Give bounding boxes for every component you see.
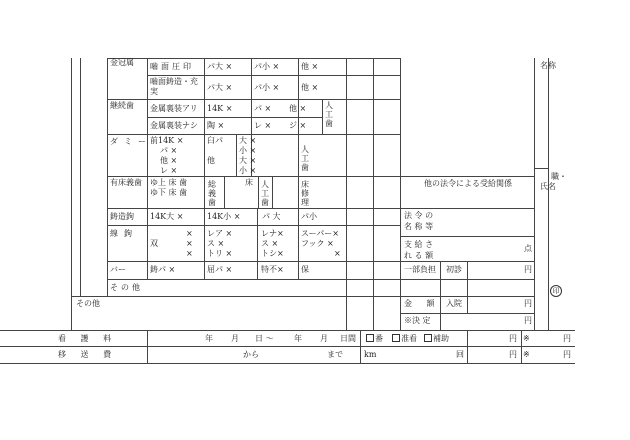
- keizoku-label: 継続歯: [110, 101, 134, 110]
- rule: [80, 58, 81, 296]
- kango-tsuki: 月: [231, 334, 239, 343]
- rule: [107, 99, 400, 100]
- yusho-shuri: 床修理: [301, 180, 309, 207]
- kinzoku-r1-a: パ大 ×: [207, 62, 233, 71]
- rule: [107, 134, 400, 135]
- kango-opt2-label: 准看: [401, 334, 417, 343]
- kango-yen: 円: [509, 334, 517, 343]
- rule: [71, 296, 534, 297]
- dummy-c3-2: 大 ×: [239, 156, 257, 165]
- chuzo-d: パ小: [301, 212, 317, 221]
- kango-nen: 年: [205, 334, 213, 343]
- rule: [346, 58, 347, 330]
- senko-c3-0: レナ×: [261, 229, 284, 238]
- rule: [258, 176, 259, 208]
- rule: [360, 330, 361, 363]
- rule: [107, 208, 534, 209]
- kango-nen2: 年: [294, 334, 302, 343]
- kango-tsuki2: 月: [320, 334, 328, 343]
- senko-c4-2: ×: [334, 249, 341, 258]
- rule: [147, 75, 400, 76]
- rule: [467, 330, 468, 363]
- rule: [107, 279, 534, 280]
- rule: [107, 261, 534, 262]
- keizoku-r1-b: パ ×: [254, 104, 272, 113]
- bar-c: 特不×: [261, 265, 284, 274]
- isou-kara: から: [243, 350, 259, 359]
- dummy-c3-3: 小 ×: [239, 166, 257, 175]
- kango-label: 看 護 料: [58, 334, 118, 343]
- isou-mark: ※: [523, 350, 530, 359]
- seal-mark: 印: [550, 285, 562, 297]
- rule: [534, 58, 535, 330]
- kango-opt3[interactable]: [424, 334, 449, 344]
- senko-c2-2: トリ ×: [207, 249, 233, 258]
- shoku-b: 氏名: [540, 182, 556, 191]
- kinzoku-r2-label-b: 実: [150, 87, 158, 96]
- isou-kai: 回: [456, 350, 464, 359]
- bar-d: 保: [301, 265, 309, 274]
- checkbox[interactable]: [392, 334, 400, 342]
- yusho-l2: ゆ下 床 歯: [150, 188, 188, 197]
- keizoku-r1-label: 金属裏装アリ: [150, 104, 198, 113]
- sonota-inner: その他: [110, 283, 143, 292]
- senko-label: 線鉤: [110, 229, 138, 238]
- yen-1: 円: [524, 265, 532, 274]
- chuzo-c: パ 大: [262, 212, 281, 221]
- chuzo-b: 14K小 ×: [207, 212, 241, 221]
- senko-c3-1: ス ×: [261, 239, 279, 248]
- chuzo-a: 14K大 ×: [150, 212, 184, 221]
- yen-3: 円: [524, 316, 532, 325]
- rule: [257, 208, 258, 279]
- kinzoku-r1-c: 他 ×: [301, 62, 319, 71]
- bar-b: 屈パ ×: [207, 265, 233, 274]
- kinzoku-r2-b: パ小 ×: [254, 83, 280, 92]
- rule: [400, 236, 534, 237]
- ten-unit: 点: [524, 244, 532, 253]
- isou-yen2: 円: [563, 350, 571, 359]
- rule: [440, 261, 441, 330]
- kinzoku-label: 金冠属: [110, 58, 134, 67]
- kango-opt3-label: 補助: [433, 334, 449, 343]
- rule: [467, 261, 468, 313]
- shoshin: 初診: [446, 265, 462, 274]
- keizoku-r2-b: レ ×: [254, 121, 272, 130]
- bar-a: 鋳パ ×: [150, 265, 176, 274]
- shoku-a: 職・: [551, 172, 567, 181]
- shikyu-a: 支 給 さ: [404, 240, 434, 249]
- keizoku-r1-a: 14K ×: [207, 104, 233, 113]
- yusho-sogi: 総義歯: [208, 180, 216, 207]
- rule: [107, 176, 534, 177]
- senko-c2-1: ス ×: [207, 239, 225, 248]
- rule: [0, 363, 575, 364]
- kingaku: 金 額: [404, 299, 441, 308]
- dummy-c1-1: パ ×: [160, 146, 178, 155]
- checkbox[interactable]: [424, 334, 432, 342]
- senko-c1-0: ×: [186, 229, 193, 238]
- rule: [107, 58, 400, 59]
- shikyu-b: れ る 額: [404, 251, 434, 260]
- yusho-yuka: 床: [245, 178, 253, 187]
- yusho-jinko: 人工歯: [261, 180, 269, 207]
- dummy-c1-0: 前14K ×: [150, 136, 184, 145]
- dummy-c2-0: 臼パ: [207, 136, 223, 145]
- dummy-label: ダミー: [110, 137, 152, 146]
- isou-yen: 円: [509, 350, 517, 359]
- hourei-b: 名 称 等: [404, 222, 434, 231]
- keizoku-jinko: 人工歯: [325, 101, 333, 128]
- yusho-label: 有床義歯: [110, 178, 142, 187]
- kango-yen2: 円: [563, 334, 571, 343]
- keizoku-r1-c: 他 ×: [289, 104, 307, 113]
- isou-label: 移 送 費: [58, 350, 118, 359]
- kinzoku-r2-c: 他 ×: [301, 83, 319, 92]
- rule: [224, 176, 225, 208]
- keizoku-r2-label: 金属裏装ナシ: [150, 121, 198, 130]
- dummy-c2-1: 他: [207, 156, 215, 165]
- hourei-a: 法 令 の: [404, 211, 434, 220]
- kinzoku-r1-label: 嚙面圧印: [150, 62, 194, 71]
- kango-hi: 日 〜: [255, 334, 274, 343]
- keizoku-r2-c: ジ ×: [289, 121, 307, 130]
- rule: [204, 58, 205, 279]
- kango-opt2[interactable]: [392, 334, 417, 344]
- rule: [400, 313, 534, 314]
- dummy-c3-0: 大 ×: [239, 136, 257, 145]
- rule: [400, 58, 401, 330]
- kinzoku-r2-label-a: 嚙面鋳造・充: [150, 77, 198, 86]
- kettei: ※決 定: [404, 316, 431, 325]
- yusho-l1: ゆ上 床 歯: [150, 178, 188, 187]
- rule: [272, 176, 273, 208]
- rule: [0, 330, 575, 331]
- ichibu-futan: 一部負担: [404, 265, 436, 274]
- kango-nichikan: 日間: [340, 334, 356, 343]
- kango-mark: ※: [523, 334, 530, 343]
- dummy-c3-1: 小 ×: [239, 146, 257, 155]
- rule: [107, 225, 400, 226]
- rule: [147, 330, 148, 363]
- dummy-c1-3: レ ×: [160, 166, 178, 175]
- kinzoku-r2-a: パ大 ×: [207, 83, 233, 92]
- dummy-jinko: 人工歯: [301, 145, 309, 172]
- chuzo-label: 鋳造鉤: [110, 212, 134, 221]
- sonota-outer: その他: [76, 299, 100, 308]
- rule: [548, 58, 549, 330]
- rule: [147, 117, 322, 118]
- senko-c3-2: トシ×: [261, 249, 284, 258]
- meisho: 名称: [540, 61, 556, 70]
- senko-c1-2: ×: [186, 249, 193, 258]
- kango-opt1[interactable]: [366, 334, 383, 344]
- bar-label: バー: [110, 265, 126, 274]
- isou-made: まで: [327, 350, 343, 359]
- rule: [322, 99, 323, 134]
- kango-opt1-label: 番: [375, 334, 383, 343]
- isou-km: km: [364, 350, 377, 359]
- rule: [71, 58, 72, 330]
- keizoku-r2-a: 陶 ×: [207, 121, 225, 130]
- checkbox[interactable]: [366, 334, 374, 342]
- dummy-c1-2: 他 ×: [160, 156, 178, 165]
- senko-c4-0: スーパー×: [301, 229, 339, 238]
- senko-c4-1: フック ×: [301, 239, 334, 248]
- nyuin: 入院: [446, 299, 462, 308]
- rule: [107, 58, 108, 296]
- rule: [298, 58, 299, 279]
- rule: [521, 330, 522, 363]
- senko-c2-0: レア ×: [207, 229, 233, 238]
- rule: [236, 134, 237, 176]
- rule: [147, 58, 148, 279]
- kinzoku-r1-b: パ小 ×: [254, 62, 280, 71]
- rule: [534, 168, 548, 169]
- rule: [0, 346, 575, 347]
- senko-so: 双: [150, 239, 158, 248]
- yen-2: 円: [524, 299, 532, 308]
- senko-c1-1: ×: [186, 239, 193, 248]
- rule: [373, 58, 374, 330]
- other-law-relation: 他の法令による受給関係: [424, 179, 512, 188]
